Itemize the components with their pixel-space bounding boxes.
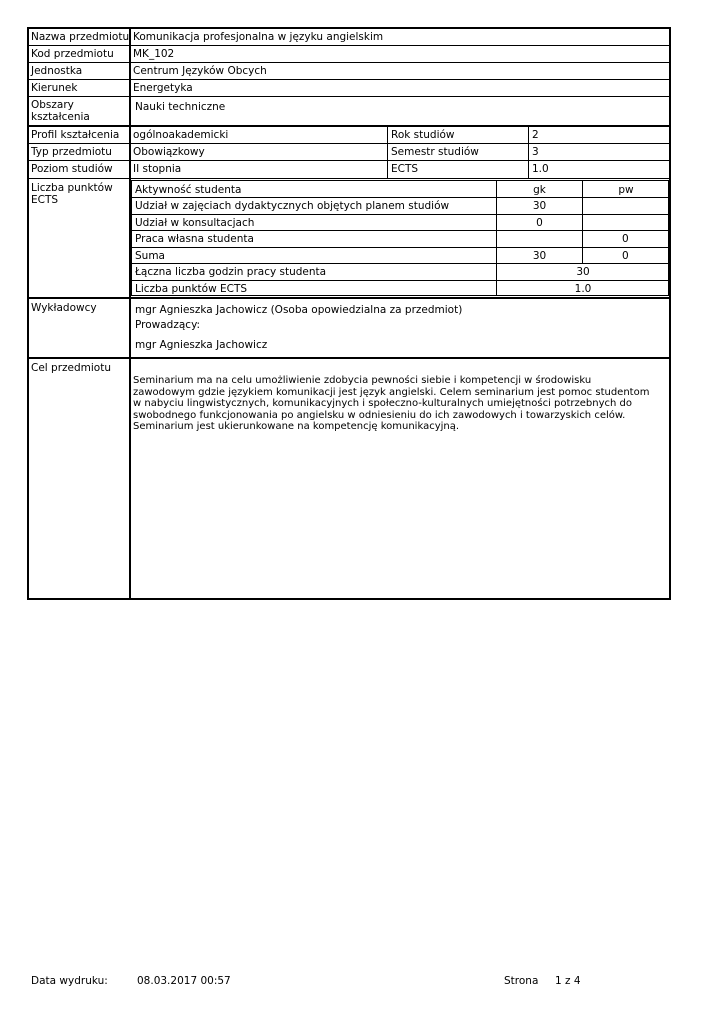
- wykladowcy-line-1: mgr Agnieszka Jachowicz (Osoba opowiedzialna za przedmiot): [135, 304, 463, 316]
- label-wykladowcy: Wykładowcy: [31, 302, 97, 314]
- row-divider: [28, 178, 670, 179]
- value-kierunek: Energetyka: [133, 82, 193, 94]
- ects-row-gk: 30: [532, 200, 547, 212]
- ects-row-label: Praca własna studenta: [135, 233, 254, 245]
- label-ects-points-2: ECTS: [31, 194, 59, 206]
- ects-row-gk: 0: [536, 217, 543, 229]
- label-kod: Kod przedmiotu: [31, 48, 114, 60]
- label-nazwa: Nazwa przedmiotu: [31, 31, 130, 43]
- ects-row-gk: 30: [532, 250, 547, 262]
- wykladowcy-line-2: Prowadzący:: [135, 319, 201, 331]
- ects-col-divider: [496, 180, 497, 296]
- ects-row-divider: [131, 214, 669, 215]
- label-obszary-1: Obszary: [31, 99, 74, 111]
- label-ects: ECTS: [391, 163, 419, 175]
- ects-total-hours-label: Łączna liczba godzin pracy studenta: [135, 266, 327, 278]
- ects-row-divider: [131, 230, 669, 231]
- value-obszary: Nauki techniczne: [135, 101, 226, 113]
- ects-row-label: Udział w zajęciach dydaktycznych objętych planem studiów: [135, 200, 450, 212]
- label-obszary-2: kształcenia: [31, 111, 90, 123]
- row-divider: [28, 125, 670, 127]
- label-jednostka: Jednostka: [31, 65, 83, 77]
- ects-total-hours-value: 30: [576, 266, 590, 278]
- print-date-label: Data wydruku:: [31, 975, 108, 987]
- ects-row-pw: 0: [622, 233, 629, 245]
- ects-row-pw: 0: [622, 250, 629, 262]
- row-divider: [28, 143, 670, 144]
- value-semestr: 3: [532, 146, 539, 158]
- value-nazwa: Komunikacja profesjonalna w języku angielskim: [133, 31, 384, 43]
- cel-description: Seminarium ma na celu umożliwienie zdobycia pewności siebie i kompetencji w środowisku zawodowym gdzie językiem komunikacji jest język angielski. Celem seminarium jest pomoc studentom w nabyciu lingwistycznych, komunikacyjnych i społeczno-kulturalnych umiejętności potrzebnych do swobodnego funkcjonowania po angielsku w odniesieniu do ich zawodowych i towarzyskich celów. Seminarium jest ukierunkowane na kompetencję komunikacyjną.: [133, 375, 650, 432]
- grid-divider: [528, 126, 529, 178]
- row-divider: [28, 297, 670, 299]
- row-divider: [28, 62, 670, 63]
- label-ects-points-1: Liczba punktów: [31, 182, 113, 194]
- ects-row-label: Udział w konsultacjach: [135, 217, 255, 229]
- row-divider: [28, 45, 670, 46]
- page-label: Strona: [504, 975, 539, 987]
- value-jednostka: Centrum Języków Obcych: [133, 65, 267, 77]
- label-column-divider: [129, 28, 131, 599]
- value-rok: 2: [532, 129, 539, 141]
- value-kod: MK_102: [133, 48, 175, 60]
- value-poziom: II stopnia: [133, 163, 182, 175]
- ects-row-divider: [131, 263, 669, 264]
- value-typ: Obowiązkowy: [133, 146, 205, 158]
- ects-row-divider: [131, 280, 669, 281]
- label-kierunek: Kierunek: [31, 82, 78, 94]
- label-cel: Cel przedmiotu: [31, 362, 112, 374]
- ects-header-pw: pw: [618, 184, 634, 196]
- ects-row-divider: [131, 197, 669, 198]
- label-typ: Typ przedmiotu: [31, 146, 112, 158]
- value-ects: 1.0: [532, 163, 549, 175]
- ects-total-points-value: 1.0: [574, 283, 592, 295]
- row-divider: [28, 79, 670, 80]
- value-profil: ogólnoakademicki: [133, 129, 229, 141]
- row-divider: [28, 160, 670, 161]
- label-poziom: Poziom studiów: [31, 163, 113, 175]
- page-number: 1 z 4: [555, 975, 581, 987]
- ects-total-points-label: Liczba punktów ECTS: [135, 283, 248, 295]
- row-divider: [28, 357, 670, 359]
- grid-divider: [387, 126, 388, 178]
- label-rok: Rok studiów: [391, 129, 455, 141]
- ects-row-label: Suma: [135, 250, 165, 262]
- ects-header-activity: Aktywność studenta: [135, 184, 242, 196]
- print-date-value: 08.03.2017 00:57: [137, 975, 231, 987]
- label-profil: Profil kształcenia: [31, 129, 120, 141]
- row-divider: [28, 96, 670, 97]
- ects-row-divider: [131, 247, 669, 248]
- label-semestr: Semestr studiów: [391, 146, 479, 158]
- wykladowcy-line-3: mgr Agnieszka Jachowicz: [135, 339, 268, 351]
- ects-header-gk: gk: [533, 184, 546, 196]
